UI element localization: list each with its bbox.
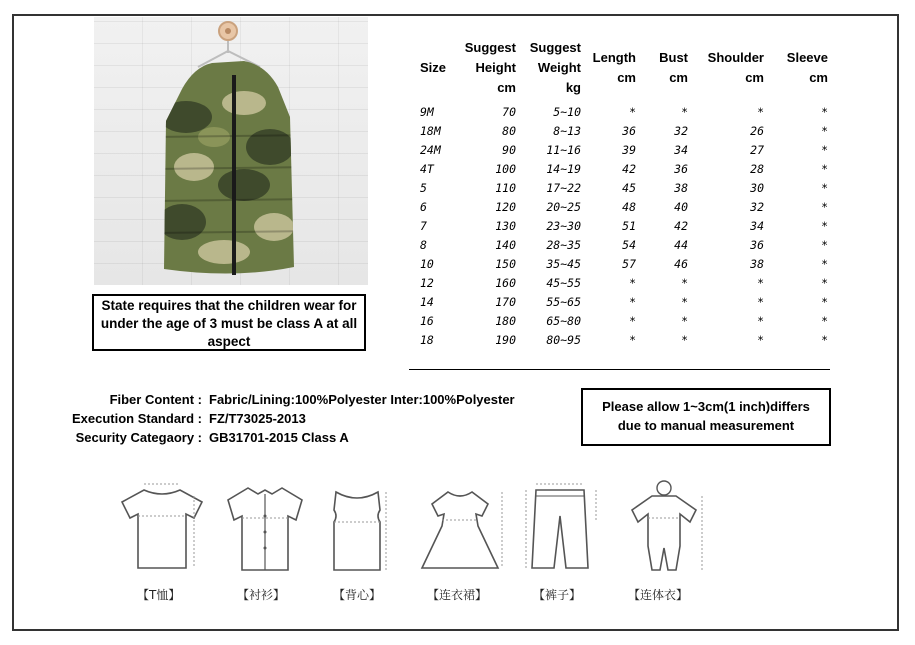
caption-tshirt: 【T恤】 (137, 588, 181, 602)
table-cell: 5~10 (553, 105, 581, 119)
header-line: cm (745, 70, 764, 85)
table-cell: 28~35 (546, 238, 581, 252)
table-cell: * (821, 105, 828, 119)
table-cell: 120 (495, 200, 516, 214)
measurement-allowance-box (581, 388, 831, 446)
table-cell: 38 (674, 181, 688, 195)
table-cell: 80~95 (546, 333, 581, 347)
table-cell: 32 (674, 124, 688, 138)
table-cell: * (821, 143, 828, 157)
table-cell: * (821, 295, 828, 309)
table-cell: 130 (495, 219, 516, 233)
table-cell: * (821, 238, 828, 252)
table-cell: * (629, 314, 636, 328)
shirt-icon (222, 476, 308, 576)
table-cell: 45 (622, 181, 636, 195)
table-cell: * (681, 333, 688, 347)
table-cell: 32 (750, 200, 764, 214)
table-cell: 110 (495, 181, 516, 195)
table-cell: 100 (495, 162, 516, 176)
table-cell: * (629, 105, 636, 119)
caption-vest: 【背心】 (333, 588, 382, 602)
table-cell: 90 (502, 143, 516, 157)
size-cell: 9M (420, 105, 434, 119)
size-cell: 4T (420, 162, 434, 176)
header-line: cm (497, 80, 516, 95)
table-cell: 42 (622, 162, 636, 176)
table-cell: 39 (622, 143, 636, 157)
caption-romper: 【连体衣】 (628, 588, 689, 602)
tshirt-icon (114, 476, 210, 576)
table-header-cell (420, 58, 446, 78)
size-cell: 16 (420, 314, 434, 328)
pants-icon (510, 476, 606, 576)
table-cell: * (821, 181, 828, 195)
table-cell: 36 (750, 238, 764, 252)
security-category-label: Security Categaory : (75, 430, 202, 445)
romper-icon (616, 476, 712, 576)
table-cell: * (821, 124, 828, 138)
fiber-content-value: Fabric/Lining:100%Polyester Inter:100%Polyester (209, 392, 515, 407)
table-cell: 8~13 (553, 124, 581, 138)
dress-icon (412, 476, 508, 576)
table-cell: 190 (495, 333, 516, 347)
table-header-cell (778, 48, 828, 88)
vest-image (94, 17, 368, 285)
notice-line-1: State requires that the children wear for (101, 298, 357, 313)
size-cell: 6 (420, 200, 427, 214)
header-line: Height (475, 60, 516, 75)
size-cell: 12 (420, 276, 434, 290)
header-line: Sleeve (786, 50, 828, 65)
table-cell: * (681, 276, 688, 290)
table-cell: 160 (495, 276, 516, 290)
table-cell: * (821, 200, 828, 214)
table-cell: 34 (750, 219, 764, 233)
header-line: cm (617, 70, 636, 85)
header-line: Shoulder (707, 50, 764, 65)
table-cell: 65~80 (546, 314, 581, 328)
table-cell: * (629, 295, 636, 309)
table-cell: 80 (502, 124, 516, 138)
header-line: Suggest (529, 40, 581, 55)
table-cell: 170 (495, 295, 516, 309)
table-cell: 44 (674, 238, 688, 252)
table-cell: 38 (750, 257, 764, 271)
product-photo (94, 17, 368, 285)
table-cell: 11~16 (546, 143, 581, 157)
table-cell: 34 (674, 143, 688, 157)
table-cell: 27 (750, 143, 764, 157)
table-cell: * (681, 295, 688, 309)
allowance-line-1: Please allow 1~3cm(1 inch)differs (602, 399, 810, 414)
allowance-line-2: due to manual measurement (617, 418, 795, 433)
state-notice-box (92, 294, 366, 351)
size-cell: 8 (420, 238, 427, 252)
divider-line (409, 369, 830, 370)
table-cell: 180 (495, 314, 516, 328)
table-header-cell (586, 48, 636, 88)
table-cell: 23~30 (546, 219, 581, 233)
table-cell: * (629, 276, 636, 290)
table-cell: 45~55 (546, 276, 581, 290)
table-header-cell (694, 48, 764, 88)
header-line: Length (592, 50, 636, 65)
table-cell: * (821, 276, 828, 290)
table-cell: 46 (674, 257, 688, 271)
size-cell: 14 (420, 295, 434, 309)
table-cell: * (821, 219, 828, 233)
header-line: Weight (537, 60, 581, 75)
table-cell: * (757, 276, 764, 290)
header-line: Size (420, 60, 447, 75)
header-line: Suggest (464, 40, 516, 55)
table-cell: * (681, 314, 688, 328)
table-cell: 54 (622, 238, 636, 252)
table-cell: 42 (674, 219, 688, 233)
table-cell: 40 (674, 200, 688, 214)
table-cell: 51 (622, 219, 636, 233)
size-cell: 7 (420, 219, 427, 233)
table-cell: * (821, 257, 828, 271)
size-cell: 24M (420, 143, 441, 157)
table-cell: * (757, 105, 764, 119)
execution-standard-label: Execution Standard : (71, 411, 202, 426)
caption-pants: 【裤子】 (533, 588, 582, 602)
size-cell: 18M (420, 124, 441, 138)
notice-line-3: aspect (207, 334, 251, 349)
table-cell: 17~22 (546, 181, 581, 195)
table-cell: 20~25 (546, 200, 581, 214)
execution-standard-value: FZ/T73025-2013 (209, 411, 306, 426)
size-cell: 5 (420, 181, 427, 195)
table-cell: 150 (495, 257, 516, 271)
table-cell: * (821, 314, 828, 328)
table-cell: 57 (622, 257, 636, 271)
table-cell: * (757, 314, 764, 328)
table-cell: 26 (750, 124, 764, 138)
header-line: kg (565, 80, 581, 95)
table-header-cell (648, 48, 688, 88)
fiber-content-label: Fiber Content : (109, 392, 202, 407)
table-header-cell (446, 38, 516, 98)
table-cell: 70 (502, 105, 516, 119)
size-cell: 18 (420, 333, 434, 347)
table-cell: * (821, 162, 828, 176)
table-cell: 14~19 (546, 162, 581, 176)
header-line: Bust (659, 50, 688, 65)
security-category-value: GB31701-2015 Class A (209, 430, 349, 445)
table-cell: * (757, 333, 764, 347)
vest-icon (322, 476, 392, 576)
table-cell: * (681, 105, 688, 119)
table-cell: 55~65 (546, 295, 581, 309)
header-line: cm (809, 70, 828, 85)
caption-dress: 【连衣裙】 (427, 588, 488, 602)
notice-line-2: under the age of 3 must be class A at all (100, 316, 358, 331)
table-cell: * (757, 295, 764, 309)
table-cell: 28 (750, 162, 764, 176)
table-cell: 140 (495, 238, 516, 252)
table-cell: * (629, 333, 636, 347)
table-cell: 36 (622, 124, 636, 138)
table-cell: 36 (674, 162, 688, 176)
header-line: cm (669, 70, 688, 85)
table-cell: 35~45 (546, 257, 581, 271)
table-header-cell (521, 38, 581, 98)
table-cell: 30 (750, 181, 764, 195)
caption-shirt: 【衬衫】 (237, 588, 286, 602)
table-cell: * (821, 333, 828, 347)
size-cell: 10 (420, 257, 434, 271)
table-cell: 48 (622, 200, 636, 214)
